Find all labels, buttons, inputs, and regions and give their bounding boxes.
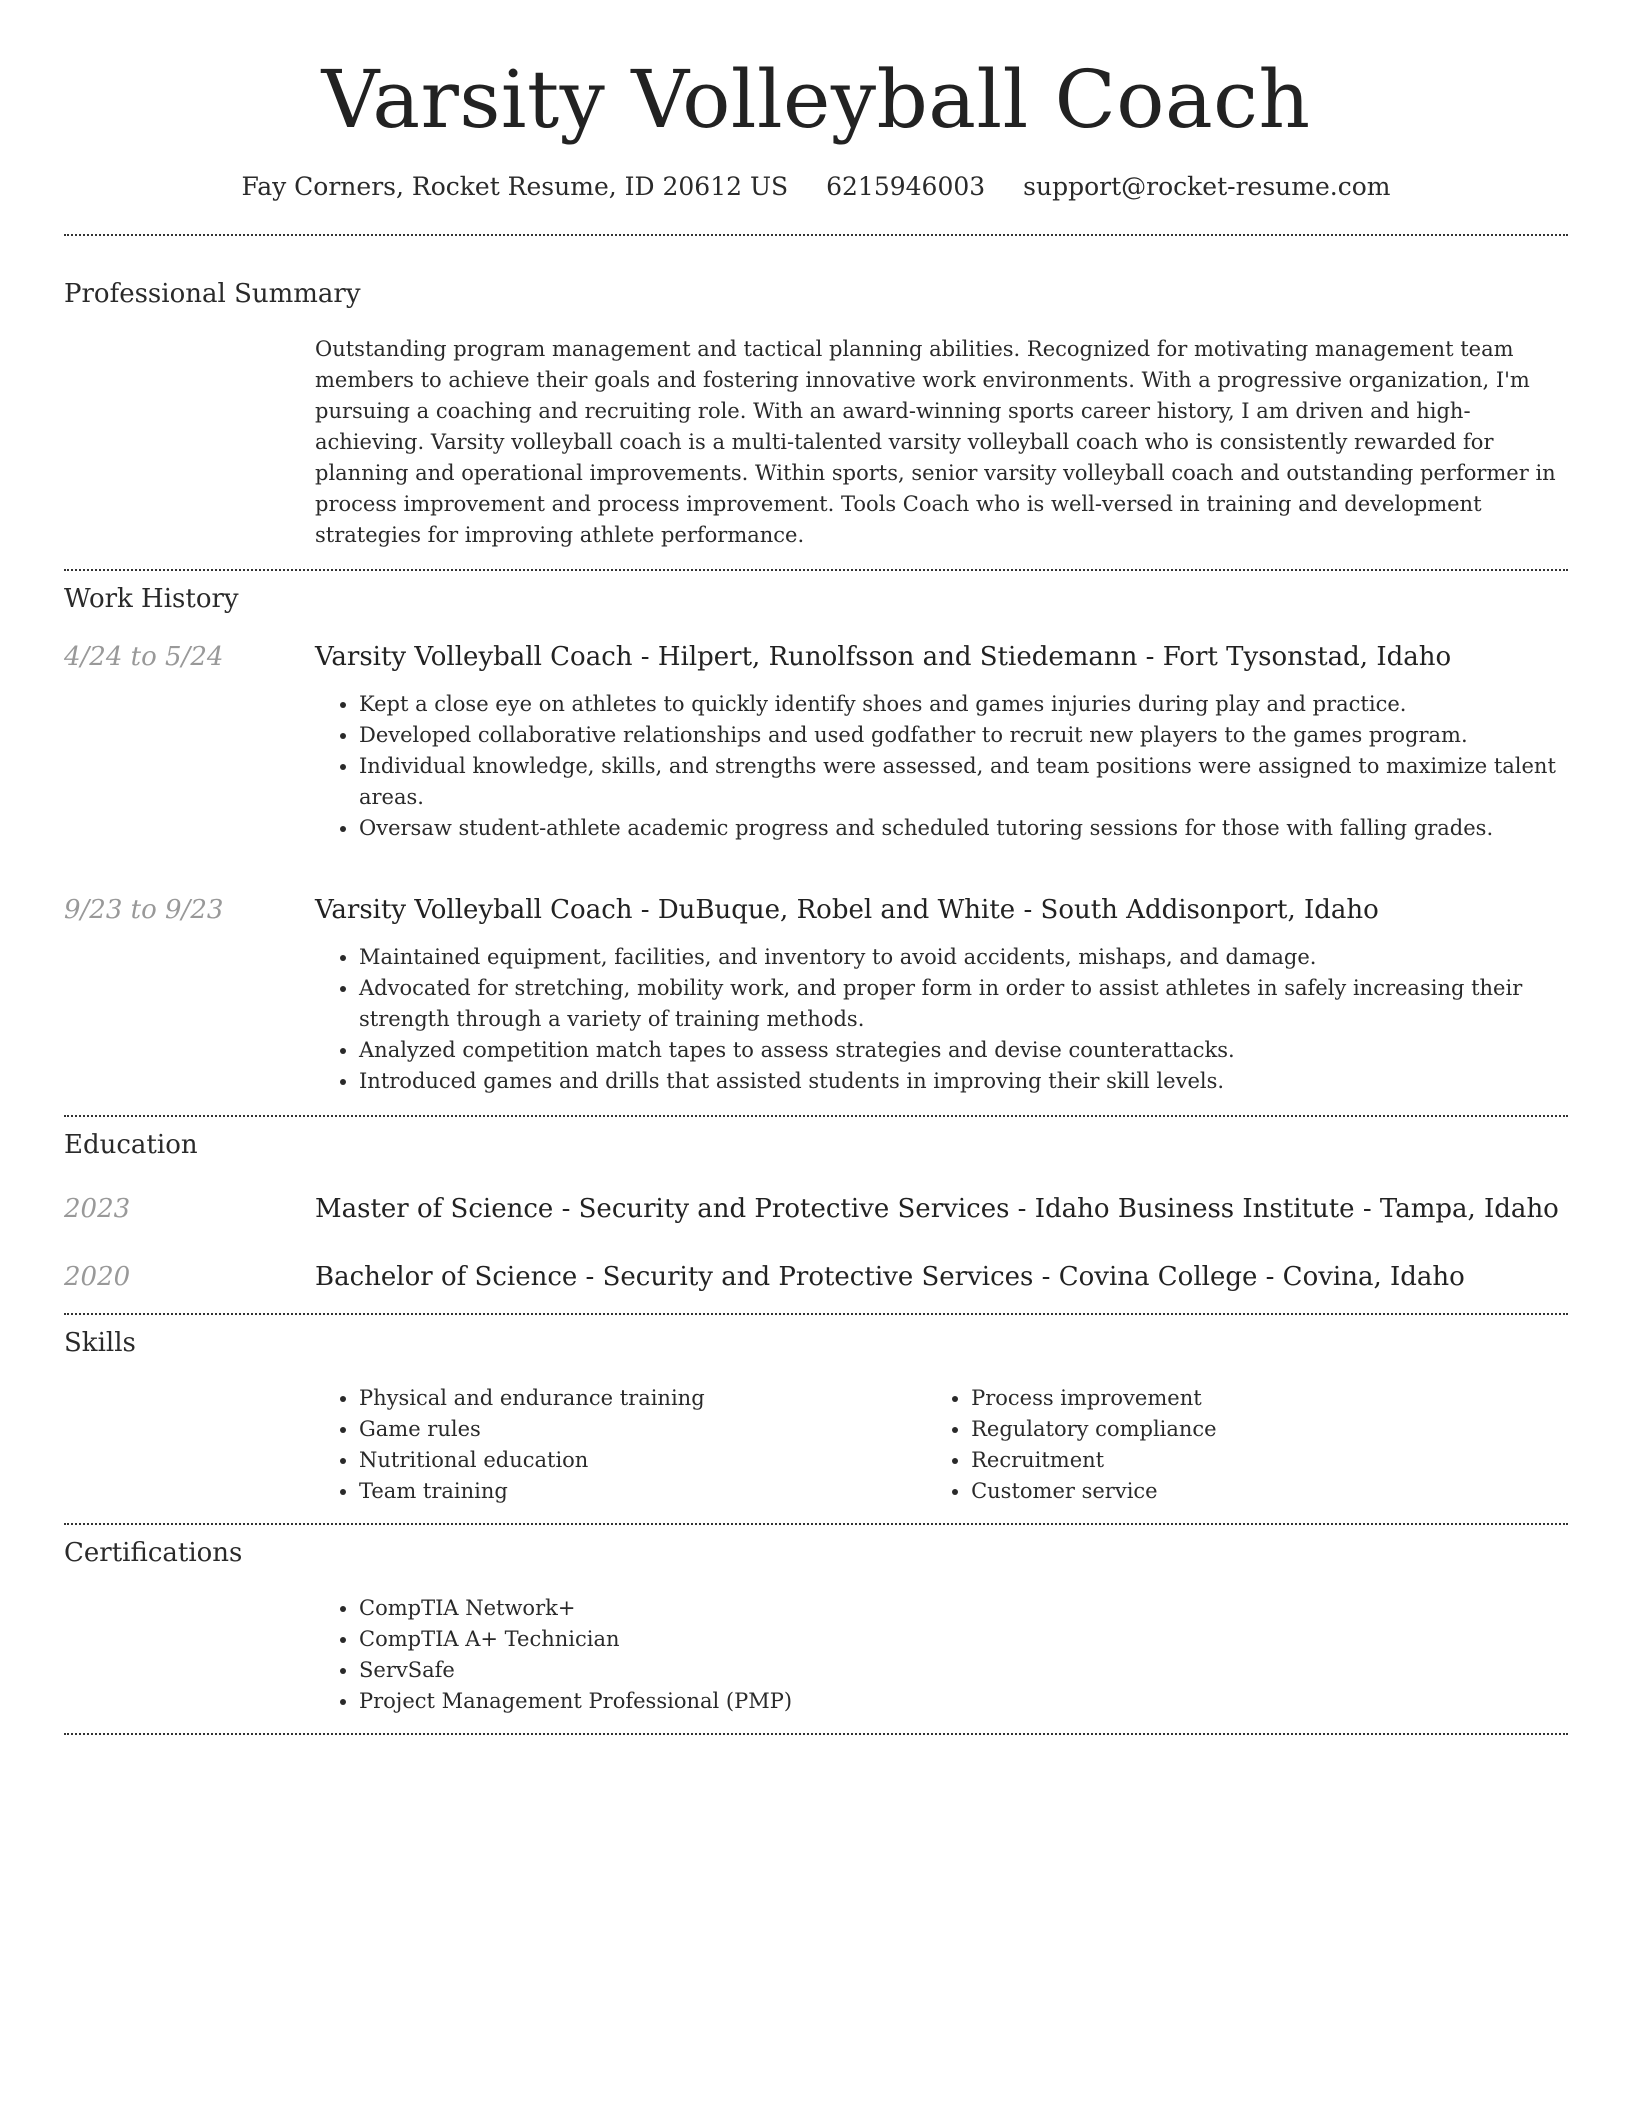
- summary-text: Outstanding program management and tactical planning abilities. Recognized for motivating management team members to achieve their goals and fostering innovative work environments. With a progressive organization, I'm pursuing a coaching and recruiting role. With an award-winning sports career history, I am driven and high-achieving. Varsity volleyball coach is a multi-talented varsity volleyball coach who is consistently rewarded for planning and operational improvements. Within sports, senior varsity volleyball coach and outstanding performer in process improvement and process improvement. Tools Coach who is well-versed in training and development strategies for improving athlete performance.: [315, 337, 1556, 547]
- certifications-list: [315, 1593, 1568, 1733]
- contact-email: support@rocket-resume.com: [1023, 172, 1391, 201]
- job-entry: [64, 892, 1568, 1115]
- resume-page: [64, 0, 1568, 1735]
- section-divider: [64, 1733, 1568, 1735]
- job-bullet: • Maintained equipment, facilities, and inventory to avoid accidents, mishaps, and damage.: [359, 942, 1568, 973]
- job-bullet: • Developed collaborative relationships and used godfather to recruit new players to the games program.: [359, 720, 1568, 751]
- job-bullet: • Individual knowledge, skills, and strengths were assessed, and team positions were assigned to maximize talent areas.: [359, 751, 1568, 813]
- contact-phone: 6215946003: [826, 172, 986, 201]
- education-list: [64, 1191, 1568, 1313]
- job-bullets: [315, 942, 1568, 1097]
- section-divider: [64, 234, 1568, 236]
- certifications-section-title: Certifications: [64, 1538, 243, 1568]
- certification-item: • CompTIA A+ Technician: [359, 1624, 1568, 1655]
- job-bullets: [315, 689, 1568, 844]
- skills-column-right: [927, 1383, 1568, 1507]
- job-heading: Varsity Volleyball Coach - DuBuque, Robel and White - South Addisonport, Idaho: [315, 895, 1379, 925]
- job-dates: 4/24 to 5/24: [64, 642, 224, 672]
- skills-list: [315, 1383, 1568, 1523]
- skill-item: • Recruitment: [971, 1445, 1568, 1476]
- education-year: 2023: [64, 1194, 131, 1224]
- section-divider: [64, 1313, 1568, 1315]
- section-divider: [64, 1115, 1568, 1117]
- education-heading: Master of Science - Security and Protective Services - Idaho Business Institute - Tampa, Idaho: [315, 1194, 1559, 1224]
- work-section-title: Work History: [64, 584, 239, 614]
- contact-line: [64, 170, 1568, 204]
- skill-item: • Game rules: [359, 1414, 927, 1445]
- certification-item: • CompTIA Network+: [359, 1593, 1568, 1624]
- resume-name: Varsity Volleyball Coach: [321, 53, 1311, 146]
- job-header: [64, 639, 1568, 675]
- job-header: [64, 892, 1568, 928]
- section-divider: [64, 569, 1568, 571]
- skill-item: • Process improvement: [971, 1383, 1568, 1414]
- job-bullet: • Oversaw student-athlete academic progress and scheduled tutoring sessions for those with falling grades.: [359, 813, 1568, 844]
- skill-item: • Nutritional education: [359, 1445, 927, 1476]
- education-year: 2020: [64, 1262, 131, 1292]
- education-section-title: Education: [64, 1130, 198, 1160]
- job-entry: [64, 639, 1568, 862]
- job-dates: 9/23 to 9/23: [64, 895, 224, 925]
- job-bullet: • Kept a close eye on athletes to quickly identify shoes and games injuries during play and practice.: [359, 689, 1568, 720]
- section-divider: [64, 1523, 1568, 1525]
- education-heading: Bachelor of Science - Security and Protective Services - Covina College - Covina, Idaho: [315, 1262, 1465, 1292]
- skills-column-left: [315, 1383, 927, 1507]
- skills-section-title: Skills: [64, 1328, 136, 1358]
- skill-item: • Regulatory compliance: [971, 1414, 1568, 1445]
- job-heading: Varsity Volleyball Coach - Hilpert, Runolfsson and Stiedemann - Fort Tysonstad, Idaho: [315, 642, 1452, 672]
- job-bullet: • Analyzed competition match tapes to assess strategies and devise counterattacks.: [359, 1035, 1568, 1066]
- education-entry: [64, 1259, 1568, 1295]
- contact-address: Fay Corners, Rocket Resume, ID 20612 US: [241, 172, 789, 201]
- skill-item: • Customer service: [971, 1476, 1568, 1507]
- certification-item: • ServSafe: [359, 1655, 1568, 1686]
- skill-item: • Team training: [359, 1476, 927, 1507]
- job-bullet: • Advocated for stretching, mobility work, and proper form in order to assist athletes in safely increasing their strength through a variety of training methods.: [359, 973, 1568, 1035]
- certification-item: • Project Management Professional (PMP): [359, 1686, 1568, 1717]
- summary-section-title: Professional Summary: [64, 279, 361, 309]
- education-entry: [64, 1191, 1568, 1227]
- job-bullet: • Introduced games and drills that assisted students in improving their skill levels.: [359, 1066, 1568, 1097]
- skill-item: • Physical and endurance training: [359, 1383, 927, 1414]
